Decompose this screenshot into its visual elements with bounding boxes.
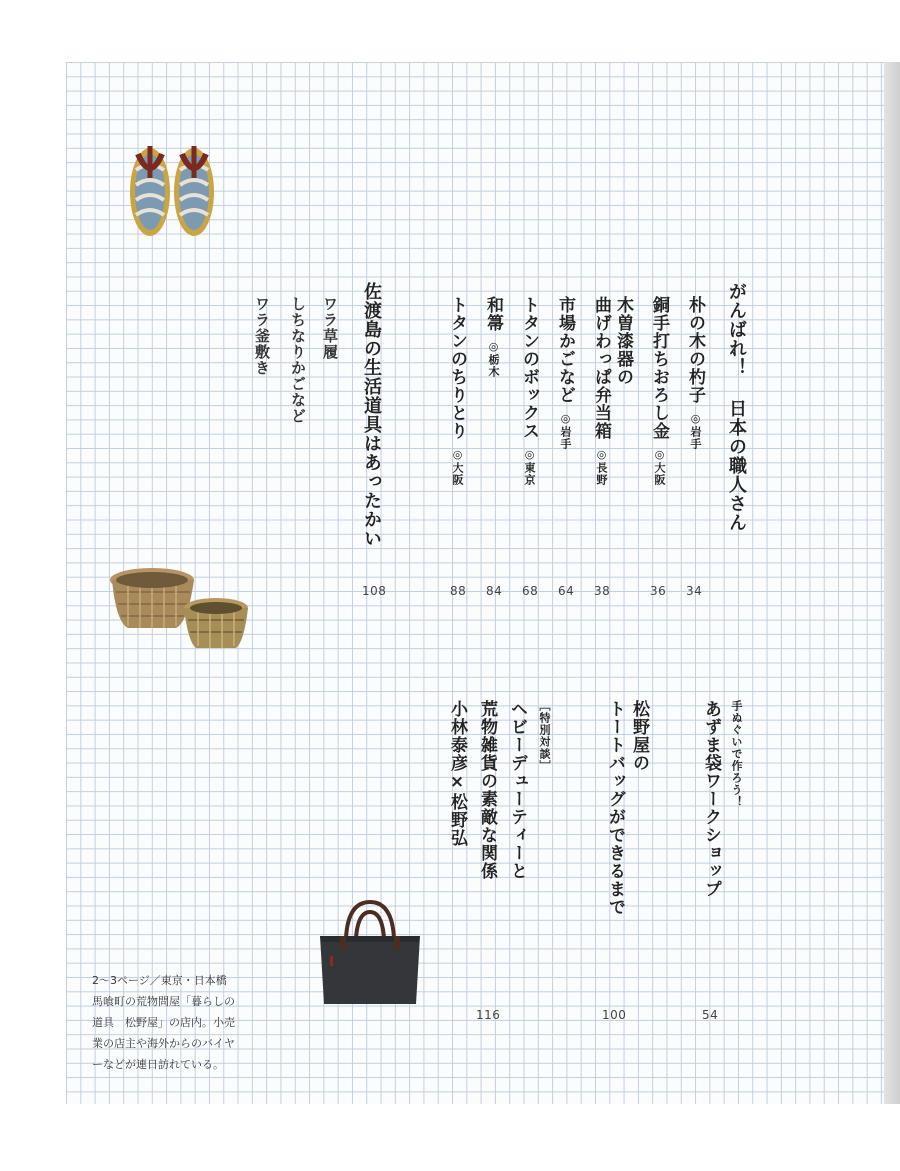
toc-talk-title[interactable]: 小林泰彦×松野弘 bbox=[447, 700, 467, 847]
photo-caption bbox=[92, 970, 282, 1075]
toc-item-title[interactable] bbox=[520, 296, 537, 486]
page-binding-edge bbox=[884, 62, 900, 1104]
toc-item-location: ◎栃木 bbox=[487, 340, 500, 378]
page-number: 38 bbox=[594, 584, 611, 598]
toc-item-title[interactable] bbox=[650, 296, 667, 486]
caption-line: 業の店主や海外からのバイヤ bbox=[92, 1037, 235, 1050]
toc-tote-title[interactable]: 松野屋の bbox=[629, 700, 649, 772]
toc-item-title[interactable] bbox=[592, 296, 609, 486]
toc-item-location: ◎大阪 bbox=[451, 448, 464, 486]
toc-item-label: 市場かごなど bbox=[555, 296, 575, 404]
page-number: 68 bbox=[522, 584, 539, 598]
toc-item-label: トタンのボックス bbox=[519, 296, 539, 440]
toc-item-label: 朴の木の杓子 bbox=[685, 296, 705, 404]
toc-sado-heading[interactable]: 佐渡島の生活道具はあったかい bbox=[361, 282, 382, 548]
toc-item-label: 曲げわっぱ弁当箱 bbox=[591, 296, 611, 440]
toc-item-title[interactable]: 木曽漆器の bbox=[613, 296, 633, 386]
toc-item-title[interactable] bbox=[556, 296, 573, 450]
toc-item-title[interactable] bbox=[448, 296, 465, 486]
toc-item-title[interactable] bbox=[686, 296, 703, 450]
toc-item-title[interactable] bbox=[484, 296, 501, 378]
page-number: 116 bbox=[476, 1008, 501, 1022]
toc-item-location: ◎大阪 bbox=[653, 448, 666, 486]
toc-item-location: ◎岩手 bbox=[559, 412, 572, 450]
toc-sado-subitem: ワラ釜敷き bbox=[253, 296, 271, 376]
woven-baskets-photo bbox=[108, 562, 252, 654]
toc-item-location: ◎岩手 bbox=[689, 412, 702, 450]
toc-section-heading: がんばれ！ 日本の職人さん bbox=[726, 282, 747, 532]
straw-sandals-photo bbox=[124, 140, 220, 240]
caption-line: ーなどが連日訪れている。 bbox=[92, 1058, 224, 1071]
toc-item-location: ◎長野 bbox=[595, 448, 608, 486]
toc-sado-subitem: ワラ草履 bbox=[321, 296, 339, 360]
page-number: 108 bbox=[362, 584, 387, 598]
toc-talk-title[interactable]: ヘビーデューティーと bbox=[507, 700, 527, 880]
page-number: 34 bbox=[686, 584, 703, 598]
toc-tote-title[interactable]: トートバッグができるまで bbox=[605, 700, 625, 916]
toc-item-label: 和箒 bbox=[483, 296, 503, 332]
toc-sado-subitem: しちなりかごなど bbox=[289, 296, 307, 424]
page-number: 64 bbox=[558, 584, 575, 598]
toc-workshop-title[interactable]: あずま袋ワークショップ bbox=[701, 700, 721, 898]
page-number: 36 bbox=[650, 584, 667, 598]
caption-line: 2〜3ページ／東京・日本橋 bbox=[92, 974, 227, 987]
toc-talk-title[interactable]: 荒物雑貨の素敵な関係 bbox=[477, 700, 497, 880]
toc-item-label: 銅手打ちおろし金 bbox=[649, 296, 669, 440]
toc-item-location: ◎東京 bbox=[523, 448, 536, 486]
caption-line: 道具 松野屋」の店内。小売 bbox=[92, 1016, 235, 1029]
toc-workshop-kicker: 手ぬぐいで作ろう！ bbox=[730, 700, 743, 808]
page-number: 84 bbox=[486, 584, 503, 598]
page-number: 54 bbox=[702, 1008, 719, 1022]
page-number: 88 bbox=[450, 584, 467, 598]
canvas-tote-bag-photo bbox=[316, 900, 424, 1008]
caption-line: 馬喰町の荒物問屋「暮らしの bbox=[92, 995, 235, 1008]
page-number: 100 bbox=[602, 1008, 627, 1022]
toc-talk-label: ［特別対談］ bbox=[538, 700, 551, 772]
toc-item-label: トタンのちりとり bbox=[447, 296, 467, 440]
